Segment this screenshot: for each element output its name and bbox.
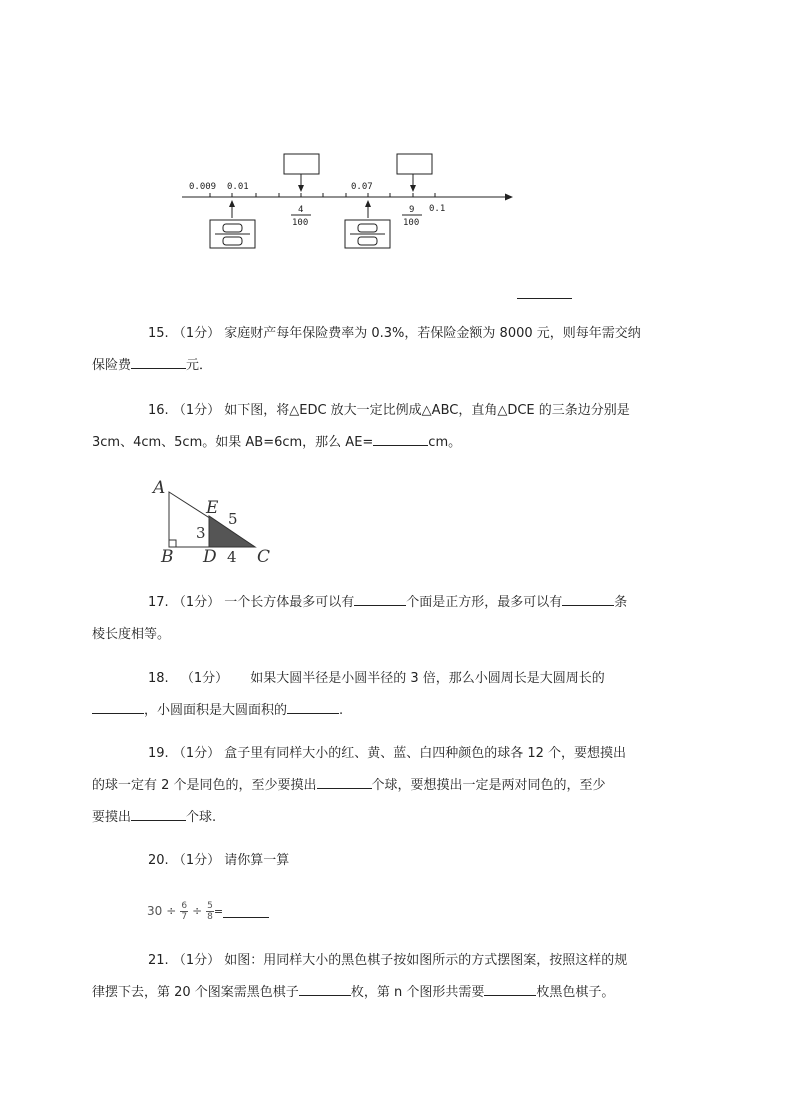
frac-5-8-num: 5 [207, 900, 213, 911]
answer-box-top-2 [397, 154, 432, 174]
question-15 [92, 318, 680, 382]
answer-box-top-1 [284, 154, 319, 174]
frac-5-8-den: 8 [207, 911, 213, 922]
frac-6-7-num: 6 [181, 900, 188, 911]
answer-blank-q14[interactable] [517, 298, 572, 299]
answer-blank-q19-2[interactable] [131, 806, 186, 821]
question-16 [92, 395, 680, 459]
q21-text1: 如图：用同样大小的黑色棋子按如图所示的方式摆图案，按照这样的规 [224, 953, 628, 968]
q19-text5: 个球. [186, 810, 217, 825]
q21-score: （1分） [172, 953, 221, 968]
answer-blank-q15[interactable] [131, 354, 186, 369]
q15-number: 15. [148, 326, 169, 341]
label-d: D [203, 547, 217, 567]
answer-blank-q17-1[interactable] [354, 591, 406, 606]
q21-text4: 枚黑色棋子。 [536, 985, 615, 1000]
question-18 [120, 663, 680, 727]
q20-number: 20. [148, 853, 169, 868]
label-0009: 0.009 [189, 182, 217, 192]
frac2-num: 9 [409, 205, 415, 215]
q20-text1: 请你算一算 [224, 853, 290, 868]
frac1-den: 100 [292, 218, 309, 228]
q15-text3: 元． [186, 358, 213, 373]
question-21 [92, 945, 695, 1009]
q15-score: （1分） [172, 326, 221, 341]
frac2-den: 100 [403, 218, 420, 228]
q17-text3: 条 [614, 595, 628, 610]
q18-score: （1分） [180, 671, 229, 686]
label-001: 0.01 [227, 182, 249, 192]
q21-number: 21. [148, 953, 169, 968]
expr-equals: = [213, 904, 224, 918]
q19-text3: 个球，要想摸出一定是两对同色的，至少 [371, 778, 606, 793]
label-3: 3 [196, 524, 206, 542]
label-b: B [161, 547, 174, 567]
q17-number: 17. [148, 595, 169, 610]
answer-blank-q18-1[interactable] [92, 699, 144, 714]
triangle-figure [145, 475, 285, 570]
expr-30: 30 [147, 904, 163, 918]
tick-marks [210, 193, 435, 197]
q16-number: 16. [148, 403, 169, 418]
frac1-num: 4 [298, 205, 304, 215]
q17-score: （1分） [172, 595, 221, 610]
q19-score: （1分） [172, 746, 221, 761]
q17-text4: 棱长度相等。 [92, 627, 171, 642]
q19-number: 19. [148, 746, 169, 761]
q16-text1: 如下图，将△EDC 放大一定比例成△ABC，直角△DCE 的三条边分别是 [224, 403, 630, 418]
question-19 [92, 738, 680, 834]
q18-text2: ，小圆面积是大圆面积的 [144, 703, 288, 718]
answer-blank-q17-2[interactable] [562, 591, 614, 606]
q15-text1: 家庭财产每年保险费率为 0.3%，若保险金额为 8000 元，则每年需交纳 [224, 326, 641, 341]
q18-text1: 如果大圆半径是小圆半径的 3 倍，那么小圆周长是大圆周长的 [250, 671, 605, 686]
q17-text1: 一个长方体最多可以有 [224, 595, 355, 610]
q16-text2: 3cm、4cm、5cm。如果 AB=6cm，那么 AE= [92, 435, 374, 450]
q19-text2: 的球一定有 2 个是同色的，至少要摸出 [92, 778, 317, 793]
q20-score: （1分） [172, 853, 221, 868]
q20-expression [147, 897, 269, 925]
arrow-head [505, 194, 513, 201]
answer-blank-q16[interactable] [373, 431, 428, 446]
answer-blank-q21-1[interactable] [299, 981, 351, 996]
label-c: C [257, 547, 271, 567]
q18-text3: . [339, 703, 344, 718]
right-angle-mark [169, 540, 176, 547]
q15-text2: 保险费 [92, 358, 132, 373]
q16-score: （1分） [172, 403, 221, 418]
number-line-figure [175, 148, 520, 258]
q16-text3: cm。 [428, 435, 462, 450]
q18-number: 18. [148, 671, 169, 686]
frac-5-8 [206, 901, 214, 922]
label-a: A [153, 478, 166, 498]
frac-6-7 [180, 901, 188, 922]
answer-blank-q20[interactable] [223, 905, 269, 918]
answer-blank-q21-2[interactable] [484, 981, 536, 996]
q17-text2: 个面是正方形，最多可以有 [406, 595, 563, 610]
question-20 [120, 845, 680, 877]
label-5: 5 [228, 510, 238, 528]
question-17 [92, 587, 680, 651]
label-4: 4 [227, 548, 237, 566]
q21-text3: 枚，第 n 个图形共需要 [350, 985, 485, 1000]
label-01: 0.1 [429, 204, 446, 214]
label-e: E [206, 498, 219, 518]
q19-text1: 盒子里有同样大小的红、黄、蓝、白四种颜色的球各 12 个，要想摸出 [224, 746, 627, 761]
answer-blank-q18-2[interactable] [287, 699, 339, 714]
frac-6-7-den: 7 [181, 911, 188, 922]
q19-text4: 要摸出 [92, 810, 132, 825]
label-007: 0.07 [351, 182, 373, 192]
answer-blank-q19-1[interactable] [317, 774, 372, 789]
expr-div-2: ÷ [192, 904, 203, 918]
q21-text2: 律摆下去，第 20 个图案需黑色棋子 [92, 985, 299, 1000]
expr-div-1: ÷ [166, 904, 177, 918]
